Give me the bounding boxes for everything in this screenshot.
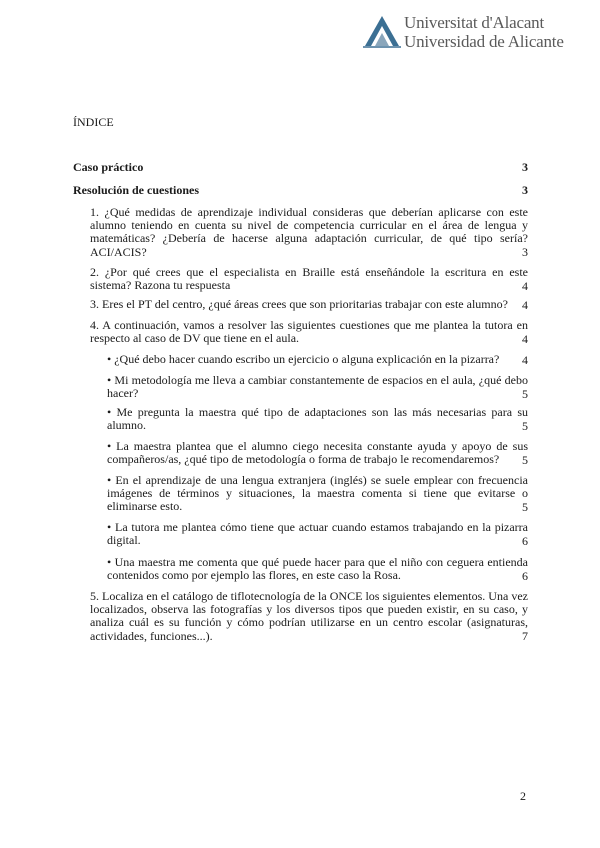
toc-page-number: 3: [522, 160, 528, 174]
toc-page-number: 6: [522, 568, 528, 583]
toc-entry-label: • La tutora me plantea cómo tiene que actuar cuando estamos trabajando en la pizarra digital.: [107, 520, 528, 548]
footer-page-number: 2: [520, 789, 526, 803]
toc-entry-label: • ¿Qué debo hacer cuando escribo un ejercicio o alguna explicación en la pizarra?: [107, 352, 500, 366]
toc-entry-label: • Una maestra me comenta que qué puede hacer para que el niño con ceguera entienda contenidos como por ejemplo las flores, en este caso la Rosa.: [107, 555, 528, 583]
toc-page-number: 3: [522, 183, 528, 197]
toc-page-number: 4: [522, 278, 528, 293]
toc-page-number: 4: [522, 297, 528, 312]
toc-entry-caso-practico[interactable]: [73, 160, 528, 175]
toc-page-number: 3: [522, 244, 528, 259]
university-name-valencian: Universitat d'Alacant: [404, 13, 545, 32]
toc-page-number: 5: [522, 452, 528, 467]
toc-page-number: 4: [522, 331, 528, 346]
toc-subentry-espacios[interactable]: [107, 374, 528, 401]
toc-page-number: 5: [522, 499, 528, 514]
toc-entry-label: • La maestra plantea que el alumno ciego necesita constante ayuda y apoyo de sus compañeros/as, ¿qué tipo de metodología o forma de trabajo le recomendaremos?: [107, 439, 528, 467]
toc-entry-label: • Mi metodología me lleva a cambiar constantemente de espacios en el aula, ¿qué debo hacer?: [107, 373, 528, 401]
toc-entry-label: Resolución de cuestiones: [73, 183, 199, 197]
toc-subentry-adaptaciones[interactable]: [107, 406, 528, 433]
toc-entry-label: • Me pregunta la maestra qué tipo de adaptaciones son las más necesarias para su alumno.: [107, 405, 528, 433]
index-title: ÍNDICE: [73, 115, 114, 129]
toc-entry-label: 1. ¿Qué medidas de aprendizaje individual consideras que deberían aplicarse con este alumno teniendo en cuenta su nivel de competencia curricular en el área de lengua y matemáticas? ¿Debería de hacerse alguna adaptación curricular, de qué tipo sería? ACI/ACIS?: [90, 205, 528, 259]
toc-subentry-metodologia[interactable]: [107, 440, 528, 467]
toc-entry-label: 4. A continuación, vamos a resolver las siguientes cuestiones que me plantea la tutora en respecto al caso de DV que tiene en el aula.: [90, 318, 528, 346]
toc-entry-label: 2. ¿Por qué crees que el especialista en Braille está enseñándole la escritura en este sistema? Razona tu respuesta: [90, 265, 528, 293]
toc-page-number: 7: [522, 628, 528, 643]
toc-entry-question-4[interactable]: [90, 319, 528, 346]
university-emblem-icon: [363, 12, 401, 48]
toc-entry-label: 3. Eres el PT del centro, ¿qué áreas crees que son prioritarias trabajar con este alumno?: [90, 297, 508, 311]
toc-entry-label: • En el aprendizaje de una lengua extranjera (inglés) se suele emplear con frecuencia imágenes de términos y situaciones, la maestra comenta si tiene que evitarse o eliminarse esto.: [107, 473, 528, 514]
toc-page-number: 4: [522, 352, 528, 367]
toc-subentry-pizarra[interactable]: [107, 353, 528, 367]
toc-entry-question-5[interactable]: [90, 590, 528, 643]
toc-entry-label: 5. Localiza en el catálogo de tiflotecnología de la ONCE los siguientes elementos. Una vez localizados, observa las fotografías y los diversos tipos que pueden existir, en su caso, y analiza cuál es su función y cómo podrían utilizarse en un centro escolar (asignaturas, actividades, funciones...).: [90, 589, 528, 643]
toc-subentry-lengua-extranjera[interactable]: [107, 474, 528, 514]
toc-entry-question-2[interactable]: [90, 266, 528, 293]
toc-page-number: 5: [522, 418, 528, 433]
toc-entry-question-3[interactable]: [90, 298, 528, 312]
toc-entry-question-1[interactable]: [90, 206, 528, 259]
university-logo: [363, 12, 573, 52]
toc-page-number: 5: [522, 386, 528, 401]
toc-subentry-flores[interactable]: [107, 556, 528, 583]
toc-entry-resolucion[interactable]: [73, 183, 528, 198]
toc-page-number: 6: [522, 533, 528, 548]
toc-subentry-pizarra-digital[interactable]: [107, 521, 528, 548]
toc-entry-label: Caso práctico: [73, 160, 144, 174]
university-name-spanish: Universidad de Alicante: [404, 32, 564, 51]
